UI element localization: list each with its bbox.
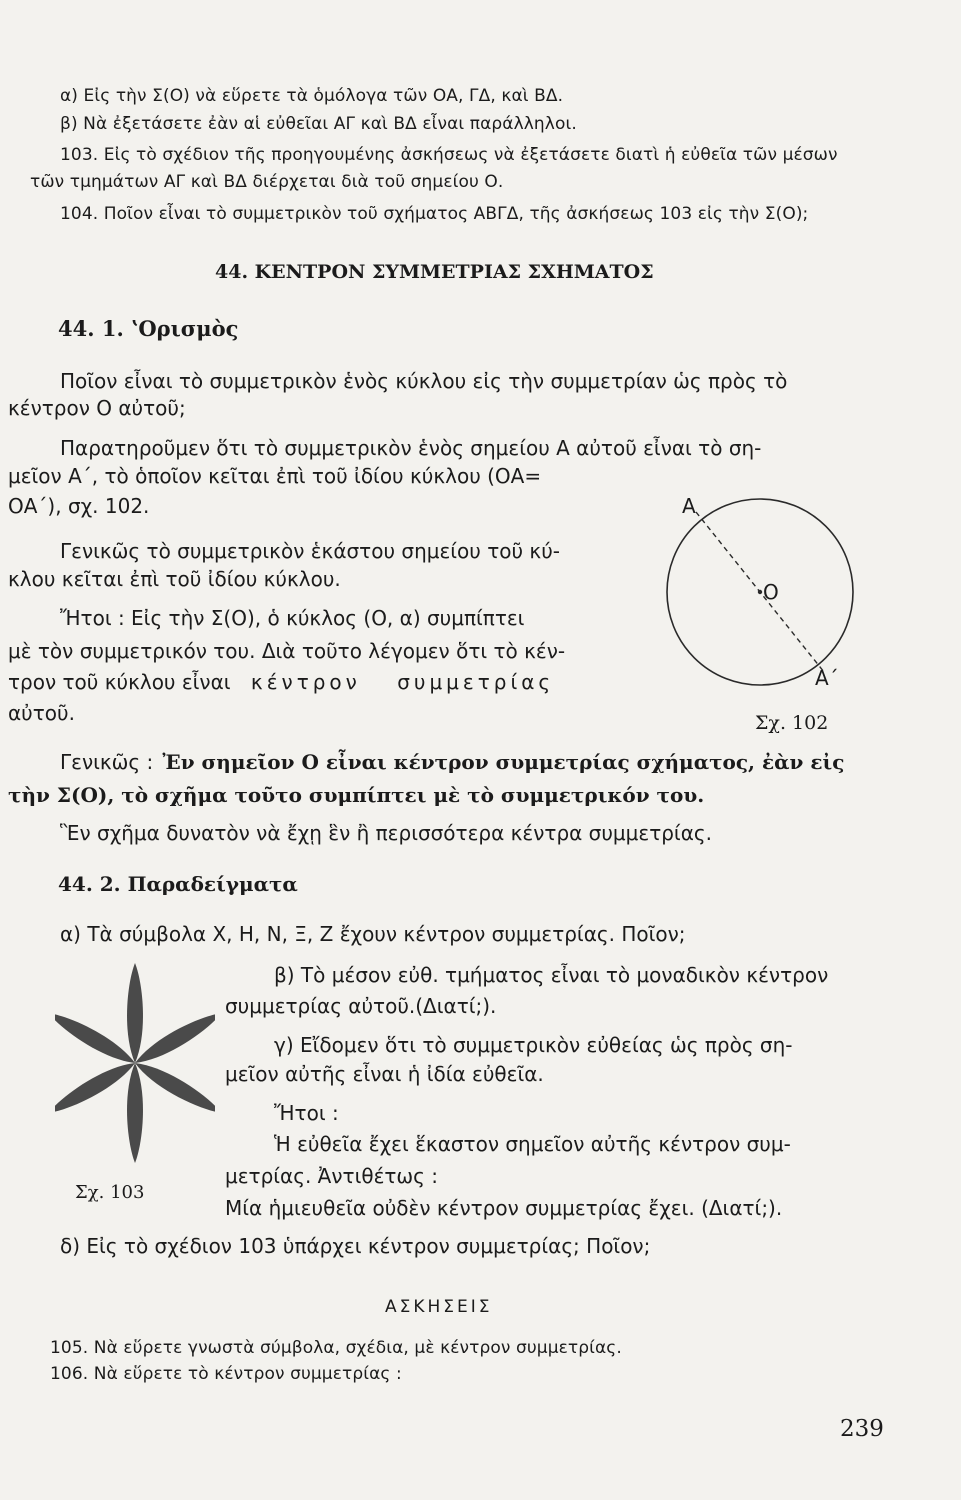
petal [55, 1056, 139, 1120]
multiple-centers-note: Ἓν σχῆμα δυνατὸν νὰ ἔχῃ ἓν ἢ περισσότερα κέντρα συμμετρίας. [60, 821, 712, 845]
spaced-word-center: κέντρον [250, 670, 361, 694]
figure-102-label-o: Ο [763, 580, 779, 604]
example-c-line-1: γ) Εἴδομεν ὅτι τὸ συμμετρικὸν εὐθείας ὡς πρὸς ση- [274, 1033, 793, 1057]
example-b-line-2: συμμετρίας αὐτοῦ.(Διατί;). [225, 994, 497, 1018]
exercises-heading: ΑΣΚΗΣΕΙΣ [385, 1297, 493, 1317]
paragraph-3-line-3-start: τρον τοῦ κύκλου εἶναι [8, 670, 231, 694]
paragraph-1-line-2: μεῖον Α΄, τὸ ὁποῖον κεῖται ἐπὶ τοῦ ἰδίου κύκλου (ΟΑ= [8, 464, 542, 488]
paragraph-3-line-1: Ἤτοι : Εἰς τὴν Σ(Ο), ὁ κύκλος (Ο, α) συμπίπτει [60, 606, 525, 630]
example-c-line-4: Ἡ εὐθεῖα ἔχει ἕκαστον σημεῖον αὐτῆς κέντρον συμ- [274, 1132, 791, 1156]
figure-103-flower [55, 955, 215, 1180]
example-c-line-5: μετρίας. Ἀντιθέτως : [225, 1164, 439, 1188]
general-statement-line-1 [60, 752, 844, 772]
example-d: δ) Εἰς τὸ σχέδιον 103 ὑπάρχει κέντρον συμμετρίας; Ποῖον; [60, 1234, 651, 1258]
paragraph-3-line-2: μὲ τὸν συμμετρικόν του. Διὰ τοῦτο λέγομεν ὅτι τὸ κέν- [8, 639, 566, 663]
petal [131, 1006, 215, 1070]
paragraph-3-line-4: αὐτοῦ. [8, 701, 75, 725]
paragraph-3-line-3 [8, 672, 554, 692]
paragraph-2-line-1: Γενικῶς τὸ συμμετρικὸν ἑκάστου σημείου τοῦ κύ- [60, 539, 560, 563]
paragraph-2-line-2: κλου κεῖται ἐπὶ τοῦ ἰδίου κύκλου. [8, 567, 341, 591]
petal [131, 1056, 215, 1120]
figure-103-caption: Σχ. 103 [75, 1182, 145, 1203]
spaced-word-symmetry: συμμετρίας [397, 670, 555, 694]
figure-102-caption: Σχ. 102 [755, 712, 829, 734]
question-line-2: κέντρον Ο αὐτοῦ; [8, 396, 186, 420]
exercise-103-line-2: τῶν τμημάτων ΑΓ καὶ ΒΔ διέρχεται διὰ τοῦ σημείου Ο. [30, 172, 504, 192]
example-b-line-1: β) Τὸ μέσον εὐθ. τμήματος εἶναι τὸ μοναδικὸν κέντρον [274, 963, 829, 987]
example-a: α) Τὰ σύμβολα Χ, Η, Ν, Ξ, Ζ ἔχουν κέντρον συμμετρίας. Ποῖον; [60, 922, 686, 946]
figure-102-label-a-prime: Α΄ [815, 666, 839, 690]
paragraph-1-line-1: Παρατηροῦμεν ὅτι τὸ συμμετρικὸν ἑνὸς σημείου Α αὐτοῦ εἶναι τὸ ση- [60, 436, 762, 460]
petal [55, 1006, 139, 1070]
exercise-102-part-a: α) Εἰς τὴν Σ(Ο) νὰ εὕρετε τὰ ὁμόλογα τῶν ΟΑ, ΓΔ, καὶ ΒΔ. [60, 86, 564, 106]
example-c-line-6: Μία ἡμιευθεῖα οὐδὲν κέντρον συμμετρίας ἔχει. (Διατί;). [225, 1196, 783, 1220]
figure-102-label-a: Α [682, 494, 696, 518]
exercise-105: 105. Νὰ εὕρετε γνωστὰ σύμβολα, σχέδια, μὲ κέντρον συμμετρίας. [50, 1338, 622, 1358]
petal [127, 1063, 143, 1163]
subsection-examples: 44. 2. Παραδείγματα [58, 872, 298, 896]
question-line-1-text: Ποῖον εἶναι τὸ συμμετρικὸν ἑνὸς κύκλου εἰς τὴν συμμετρίαν ὡς πρὸς τὸ [60, 369, 788, 393]
exercise-102-part-b: β) Νὰ ἐξετάσετε ἐὰν αἱ εὐθεῖαι ΑΓ καὶ ΒΔ εἶναι παράλληλοι. [60, 114, 577, 134]
general-prefix: Γενικῶς : [60, 750, 154, 774]
example-c-line-2: μεῖον αὐτῆς εἶναι ἡ ἰδία εὐθεῖα. [225, 1062, 544, 1086]
question-line-1 [60, 371, 880, 391]
flower-petals [55, 963, 215, 1163]
center-point [758, 590, 762, 594]
subsection-definition: 44. 1. ʽΟρισμὸς [58, 316, 239, 341]
exercise-104: 104. Ποῖον εἶναι τὸ συμμετρικὸν τοῦ σχήματος ΑΒΓΔ, τῆς ἀσκήσεως 103 εἰς τὴν Σ(Ο); [60, 204, 809, 224]
general-bold-line-2: τὴν Σ(Ο), τὸ σχῆμα τοῦτο συμπίπτει μὲ τὸ συμμετρικόν του. [8, 783, 705, 807]
example-c-line-3: Ἤτοι : [274, 1101, 339, 1125]
page-number: 239 [840, 1416, 884, 1442]
exercise-103-line-1: 103. Εἰς τὸ σχέδιον τῆς προηγουμένης ἀσκήσεως νὰ ἐξετάσετε διατὶ ἡ εὐθεῖα τῶν μέσων [60, 145, 838, 165]
exercise-106: 106. Νὰ εὕρετε τὸ κέντρον συμμετρίας : [50, 1364, 402, 1384]
petal [127, 963, 143, 1063]
section-title: 44. ΚΕΝΤΡΟΝ ΣΥΜΜΕΤΡΙΑΣ ΣΧΗΜΑΤΟΣ [215, 261, 654, 283]
paragraph-1-line-3: ΟΑ΄), σχ. 102. [8, 494, 150, 518]
general-bold-line-1: Ἐν σημεῖον Ο εἶναι κέντρον συμμετρίας σχήματος, ἐὰν εἰς [162, 750, 845, 774]
